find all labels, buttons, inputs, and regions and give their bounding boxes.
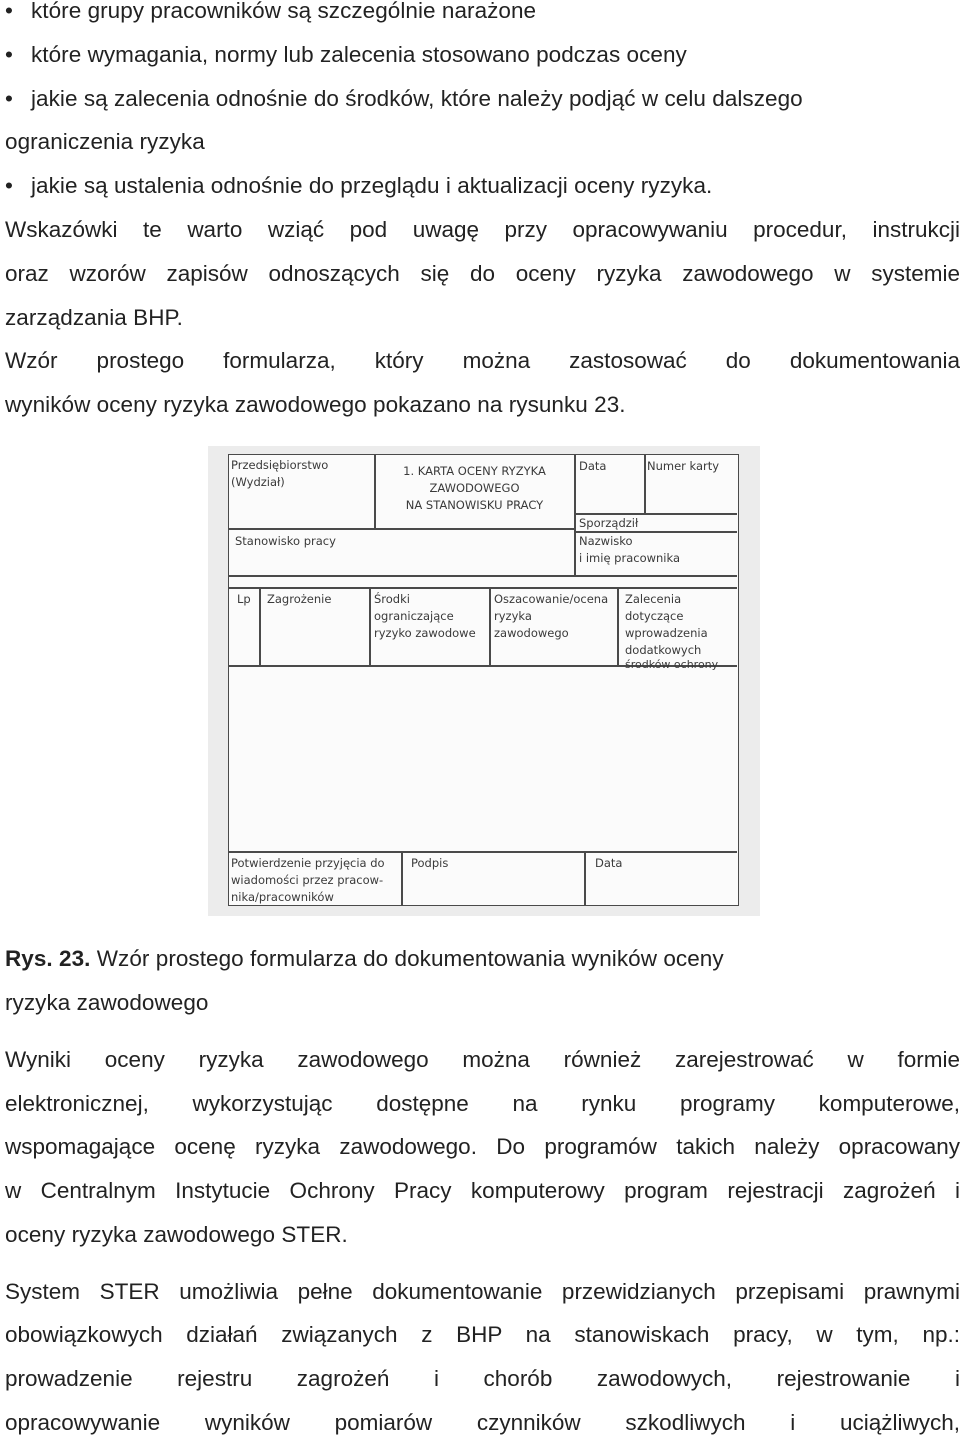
list-item-text: które wymagania, normy lub zalecenia stosowano podczas oceny xyxy=(31,42,687,67)
form-divider xyxy=(259,587,261,665)
form-figure xyxy=(208,446,760,916)
form-divider xyxy=(574,455,576,575)
date-label-bottom: Data xyxy=(595,856,623,870)
figure-caption xyxy=(5,944,724,974)
company-label: Przedsiębiorstwo xyxy=(231,458,329,472)
confirmation-label: nika/pracowników xyxy=(231,890,334,904)
employee-name-label: Nazwisko xyxy=(579,534,633,548)
column-header-measures: ograniczające xyxy=(374,609,454,623)
caption-number: Rys. 23. xyxy=(5,946,91,971)
form-divider xyxy=(617,587,619,665)
form-title: NA STANOWISKU PRACY xyxy=(405,498,544,512)
form-divider xyxy=(369,587,371,665)
paragraph-line: wyników oceny ryzyka zawodowego pokazano na rysunku 23. xyxy=(5,392,626,417)
form-title: ZAWODOWEGO xyxy=(429,481,520,495)
paragraph-line: obowiązkowych działań związanych z BHP na stanowiskach pracy, w tym, np.: xyxy=(5,1322,960,1347)
confirmation-label: wiadomości przez pracow- xyxy=(231,873,384,887)
form-divider xyxy=(229,587,737,589)
form-divider xyxy=(644,455,646,513)
risk-assessment-form xyxy=(228,454,739,906)
column-header-recommendations: środków ochrony xyxy=(625,658,719,671)
form-divider xyxy=(229,575,737,577)
list-item: • które wymagania, normy lub zalecenia stosowano podczas oceny xyxy=(5,42,687,67)
card-number-label: Numer karty xyxy=(647,459,720,473)
column-header-measures: Środki xyxy=(374,592,410,606)
list-item: • jakie są zalecenia odnośnie do środków, które należy podjąć w celu dalszego xyxy=(5,86,803,111)
paragraph-line: oraz wzorów zapisów odnoszących się do oceny ryzyka zawodowego w systemie xyxy=(5,261,960,286)
list-item: • które grupy pracowników są szczególnie narażone xyxy=(5,0,537,23)
column-header-recommendations: wprowadzenia xyxy=(625,626,708,640)
list-item: • jakie są ustalenia odnośnie do przeglądu i aktualizacji oceny ryzyka. xyxy=(5,173,713,198)
paragraph-line: opracowywanie wyników pomiarów czynników szkodliwych i uciążliwych, xyxy=(5,1410,960,1435)
list-item-text: które grupy pracowników są szczególnie narażone xyxy=(31,0,537,23)
form-divider xyxy=(229,528,574,530)
column-header-assessment: Oszacowanie/ocena xyxy=(494,592,609,606)
list-item-text: jakie są zalecenia odnośnie do środków, które należy podjąć w celu dalszego xyxy=(31,86,803,111)
form-title: 1. KARTA OCENY RYZYKA xyxy=(403,464,546,478)
paragraph-line: elektronicznej, wykorzystując dostępne na rynku programy komputerowe, xyxy=(5,1091,960,1116)
list-item-text: jakie są ustalenia odnośnie do przeglądu i aktualizacji oceny ryzyka. xyxy=(31,173,713,198)
paragraph-line: Wzór prostego formularza, który można zastosować do dokumentowania xyxy=(5,348,960,373)
company-label: (Wydział) xyxy=(231,475,285,489)
paragraph-line: wspomagające ocenę ryzyka zawodowego. Do programów takich należy opracowany xyxy=(5,1134,960,1159)
paragraph-line: w Centralnym Instytucie Ochrony Pracy komputerowy program rejestracji zagrożeń i xyxy=(5,1178,960,1203)
figure-caption-line: ryzyka zawodowego xyxy=(5,990,209,1015)
paragraph-line: System STER umożliwia pełne dokumentowanie przewidzianych przepisami prawnymi xyxy=(5,1279,960,1304)
prepared-by-label: Sporządził xyxy=(579,516,639,530)
workstation-label: Stanowisko pracy xyxy=(235,534,336,548)
confirmation-label: Potwierdzenie przyjęcia do xyxy=(231,856,385,870)
column-header-lp: Lp xyxy=(237,592,251,606)
list-item-continuation: ograniczenia ryzyka xyxy=(5,129,205,154)
paragraph-line: zarządzania BHP. xyxy=(5,305,183,330)
caption-text: Wzór prostego formularza do dokumentowania wyników oceny xyxy=(90,946,724,971)
paragraph-line: Wskazówki te warto wziąć pod uwagę przy opracowywaniu procedur, instrukcji xyxy=(5,217,960,242)
paragraph-line: Wyniki oceny ryzyka zawodowego można również zarejestrować w formie xyxy=(5,1047,960,1072)
column-header-recommendations: dotyczące xyxy=(625,609,684,623)
form-divider xyxy=(489,587,491,665)
column-header-recommendations: dodatkowych xyxy=(625,643,702,657)
signature-label: Podpis xyxy=(411,856,449,870)
form-divider xyxy=(584,851,586,905)
date-label: Data xyxy=(579,459,607,473)
column-header-measures: ryzyko zawodowe xyxy=(374,626,476,640)
column-header-recommendations: Zalecenia xyxy=(625,592,682,606)
column-header-assessment: ryzyka xyxy=(494,609,532,623)
paragraph-line: oceny ryzyka zawodowego STER. xyxy=(5,1222,348,1247)
employee-name-label: i imię pracownika xyxy=(579,551,681,565)
form-divider xyxy=(229,851,737,853)
paragraph-line: prowadzenie rejestru zagrożeń i chorób zawodowych, rejestrowanie i xyxy=(5,1366,960,1391)
form-divider xyxy=(401,851,403,905)
column-header-assessment: zawodowego xyxy=(494,626,569,640)
column-header-hazard: Zagrożenie xyxy=(267,592,332,606)
